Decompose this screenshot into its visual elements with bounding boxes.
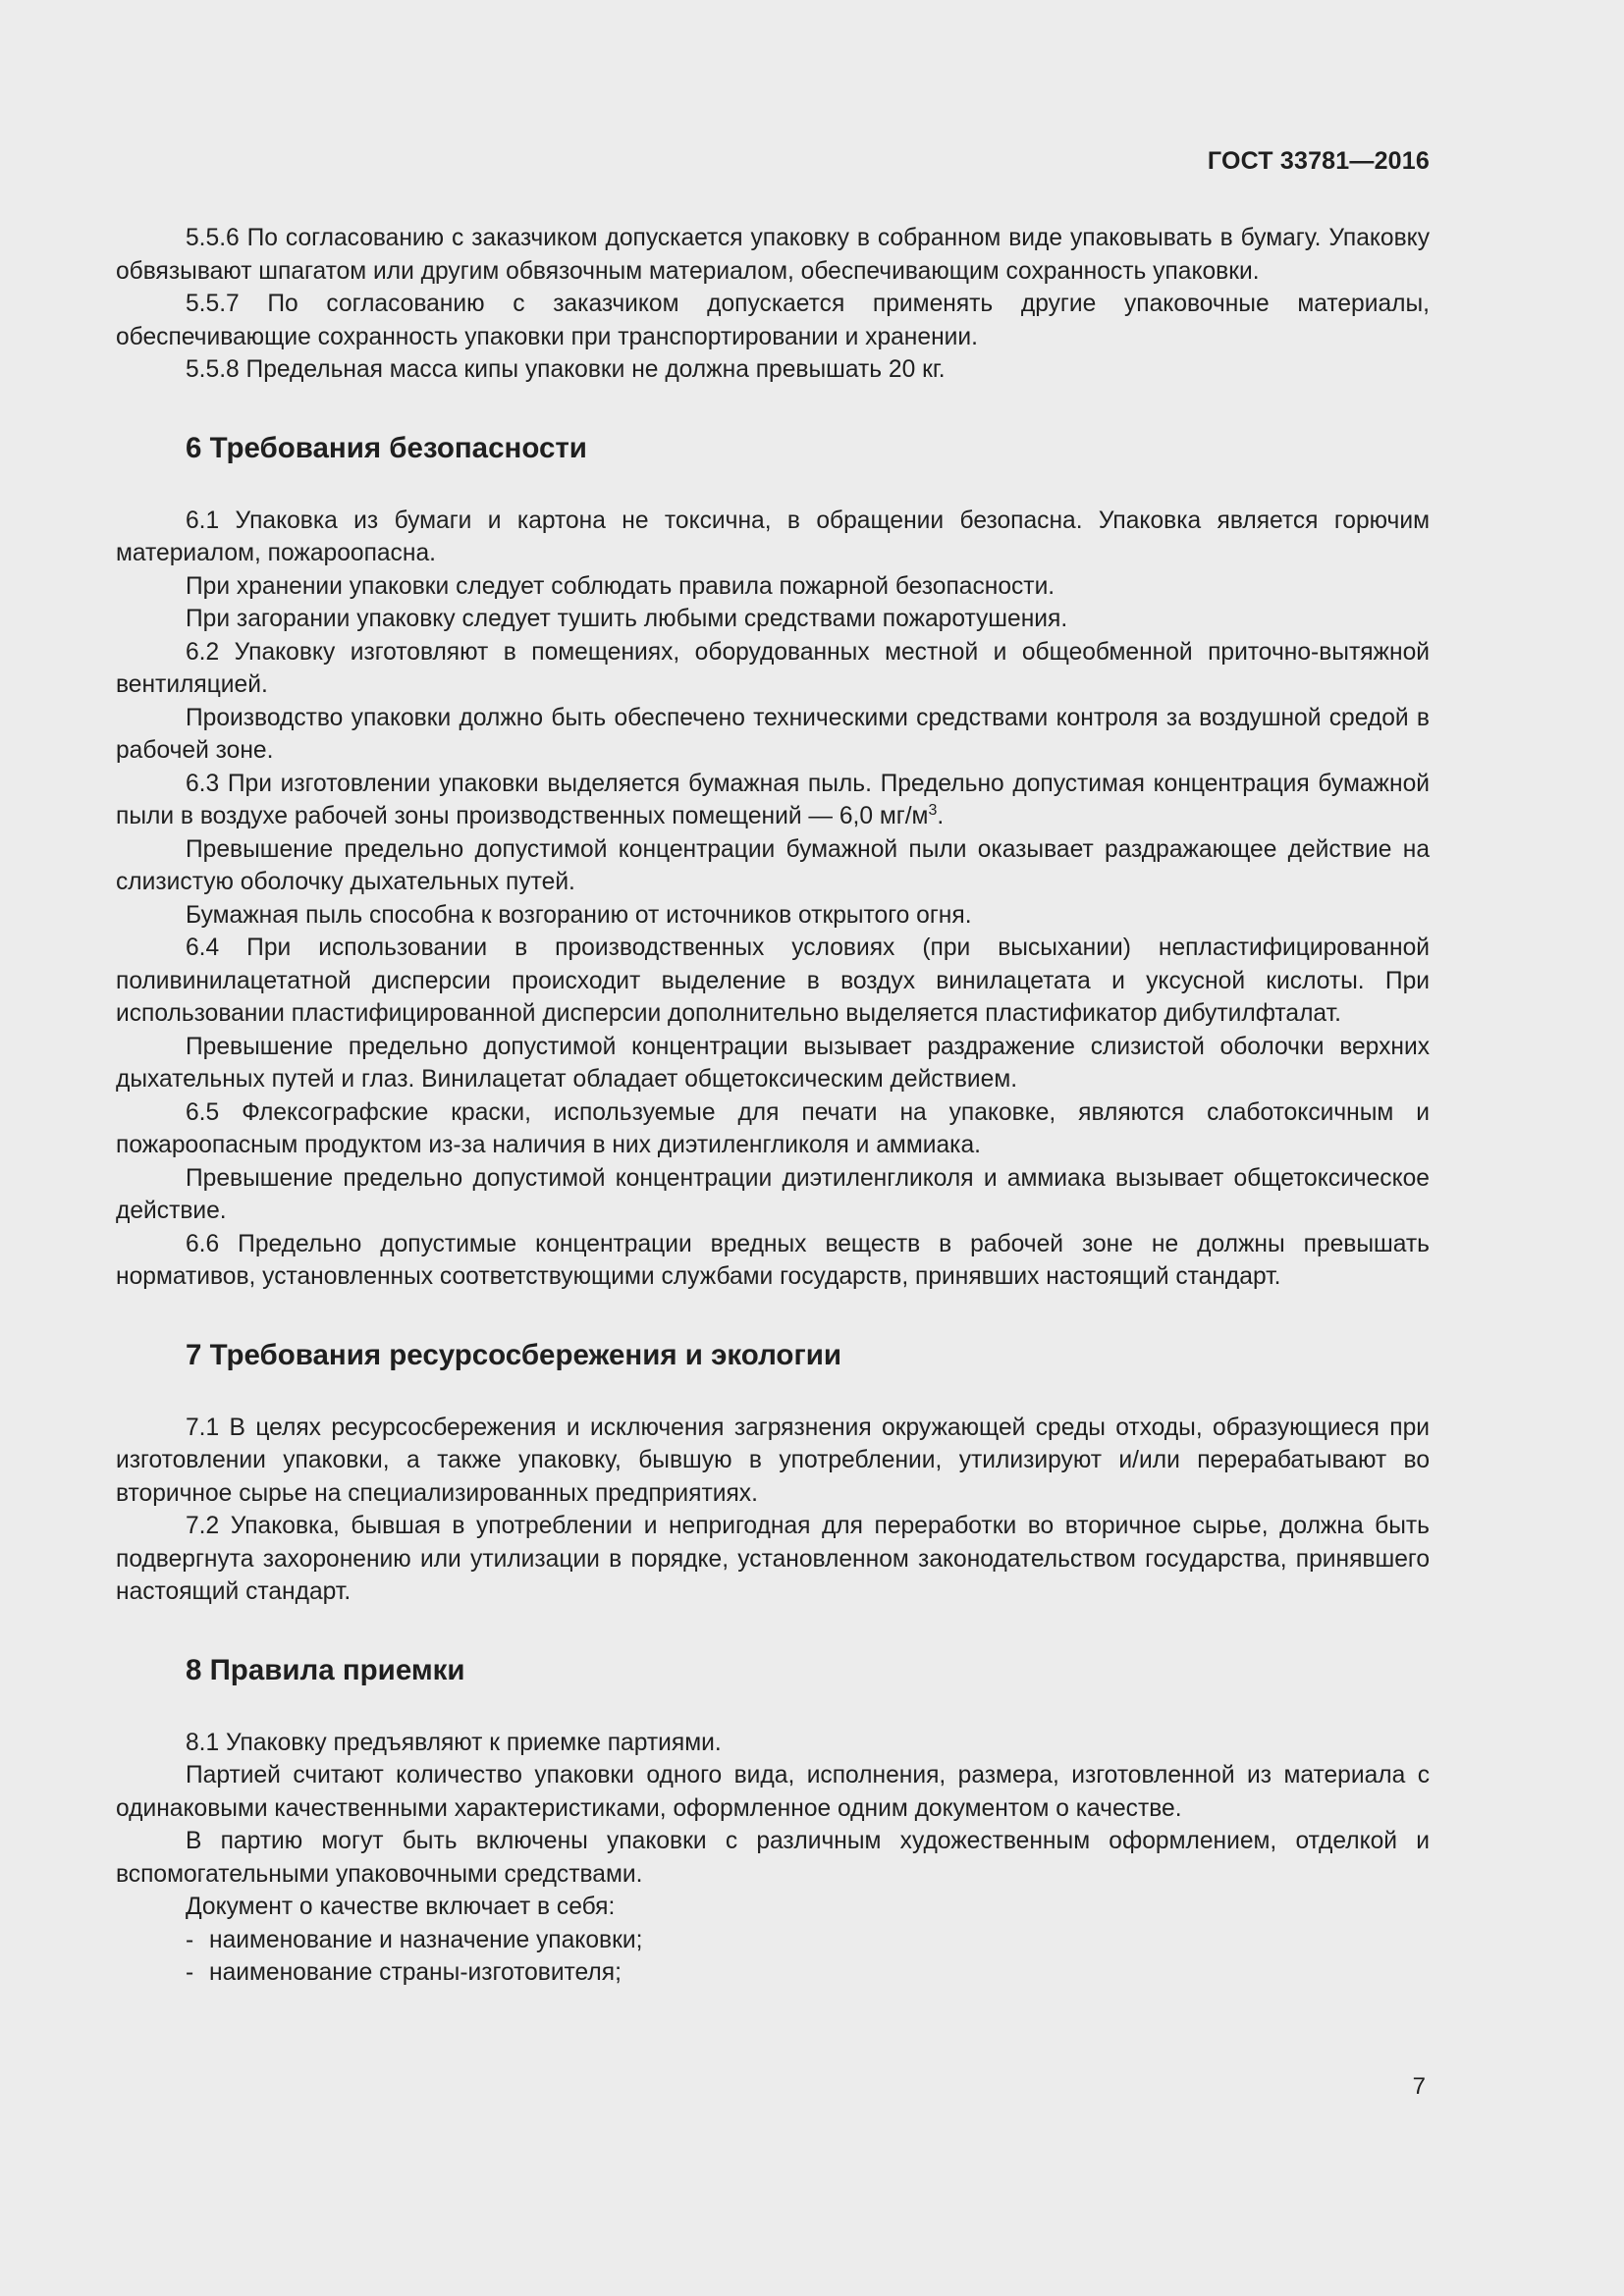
page-number: 7: [1412, 2073, 1426, 2100]
paragraph-air-control: Производство упаковки должно быть обеспечено техническими средствами контроля за воздушной средой в рабочей зоне.: [116, 704, 1430, 764]
paragraph-fire-storage: При хранении упаковки следует соблюдать правила пожарной безопасности.: [186, 572, 1056, 600]
paragraph-dust-effect: Превышение предельно допустимой концентрации бумажной пыли оказывает раздражающее действие на слизистую оболочку дыхательных путей.: [116, 835, 1430, 895]
paragraph-6-2: 6.2 Упаковку изготовляют в помещениях, оборудованных местной и общеобменной приточно-вытяжной вентиляцией.: [116, 638, 1430, 698]
list-dash: -: [186, 1926, 194, 1953]
list-item: [116, 1956, 1430, 1990]
paragraph-7-1: 7.1 В целях ресурсосбережения и исключения загрязнения окружающей среды отходы, образующиеся при изготовлении упаковки, а также упаковку, бывшую в употреблении, утилизируют и/или перерабатывают во вторичное сырье на специализированных предприятиях.: [116, 1414, 1430, 1507]
paragraph-quality-document: Документ о качестве включает в себя:: [186, 1894, 616, 1920]
page-content: [116, 222, 1430, 1990]
paragraph-6-1: 6.1 Упаковка из бумаги и картона не токсична, в обращении безопасна. Упаковка является горючим материалом, пожароопасна.: [116, 507, 1430, 566]
paragraph-5-5-6: 5.5.6 По согласованию с заказчиком допускается упаковку в собранном виде упаковывать в бумагу. Упаковку обвязывают шпагатом или другим обвязочным материалом, обеспечивающим сохранность упаковки.: [116, 225, 1430, 285]
paragraph-toxic-effect: Превышение предельно допустимой концентрации диэтиленгликоля и аммиака вызывает общетоксическое действие.: [116, 1164, 1430, 1224]
paragraph-8-1: 8.1 Упаковку предъявляют к приемке партиями.: [186, 1729, 722, 1756]
section-8-heading: 8 Правила приемки: [186, 1653, 465, 1686]
paragraph-batch-definition: Партией считают количество упаковки одного вида, исполнения, размера, изготовленной из материала с одинаковыми качественными характеристиками, оформленное одним документом о качестве.: [116, 1762, 1430, 1822]
section-6-heading: 6 Требования безопасности: [186, 431, 587, 464]
paragraph-6-3-text: 6.3 При изготовлении упаковки выделяется бумажная пыль. Предельно допустимая концентрация бумажной пыли в воздухе рабочей зоны производственных помещений — 6,0 мг/м: [116, 770, 1430, 829]
section-7-heading: 7 Требования ресурсосбережения и экологии: [186, 1338, 841, 1371]
paragraph-fire-extinguish: При загорании упаковку следует тушить любыми средствами пожаротушения.: [186, 606, 1068, 632]
list-dash: -: [186, 1959, 194, 1986]
superscript-cubic: 3: [928, 801, 938, 819]
list-item-text: наименование и назначение упаковки;: [209, 1926, 643, 1953]
paragraph-6-6: 6.6 Предельно допустимые концентрации вредных веществ в рабочей зоне не должны превышать нормативов, установленных соответствующими службами государств, принявших настоящий стандарт.: [116, 1230, 1430, 1290]
paragraph-batch-contents: В партию могут быть включены упаковки с различным художественным оформлением, отделкой и вспомогательными упаковочными средствами.: [116, 1828, 1430, 1888]
paragraph-dust-ignition: Бумажная пыль способна к возгоранию от источников открытого огня.: [186, 901, 972, 929]
paragraph-5-5-8: 5.5.8 Предельная масса кипы упаковки не должна превышать 20 кг.: [186, 356, 946, 383]
paragraph-6-3-end: .: [937, 803, 945, 829]
paragraph-6-4: 6.4 При использовании в производственных условиях (при высыхании) непластифицированной поливинилацетатной дисперсии происходит выделение в воздух винилацетата и уксусной кислоты. При использовании пластифицированной дисперсии дополнительно выделяется пластификатор дибутилфталат.: [116, 934, 1430, 1027]
paragraph-concentration-irritation: Превышение предельно допустимой концентрации вызывает раздражение слизистой оболочки верхних дыхательных путей и глаз. Винилацетат обладает общетоксическим действием.: [116, 1033, 1430, 1093]
list-item-text: наименование страны-изготовителя;: [209, 1959, 622, 1986]
paragraph-5-5-7: 5.5.7 По согласованию с заказчиком допускается применять другие упаковочные материалы, обеспечивающие сохранность упаковки при транспортировании и хранении.: [116, 291, 1430, 350]
document-code: ГОСТ 33781—2016: [1207, 147, 1430, 175]
paragraph-7-2: 7.2 Упаковка, бывшая в употреблении и непригодная для переработки во вторичное сырье, должна быть подвергнута захоронению или утилизации в порядке, установленном законодательством государства, принявшего настоящий стандарт.: [116, 1513, 1430, 1605]
paragraph-6-3: [116, 768, 1430, 833]
list-item: [116, 1924, 1430, 1957]
paragraph-6-5: 6.5 Флексографские краски, используемые для печати на упаковке, являются слаботоксичным и пожароопасным продуктом из-за наличия в них диэтиленгликоля и аммиака.: [116, 1098, 1430, 1158]
